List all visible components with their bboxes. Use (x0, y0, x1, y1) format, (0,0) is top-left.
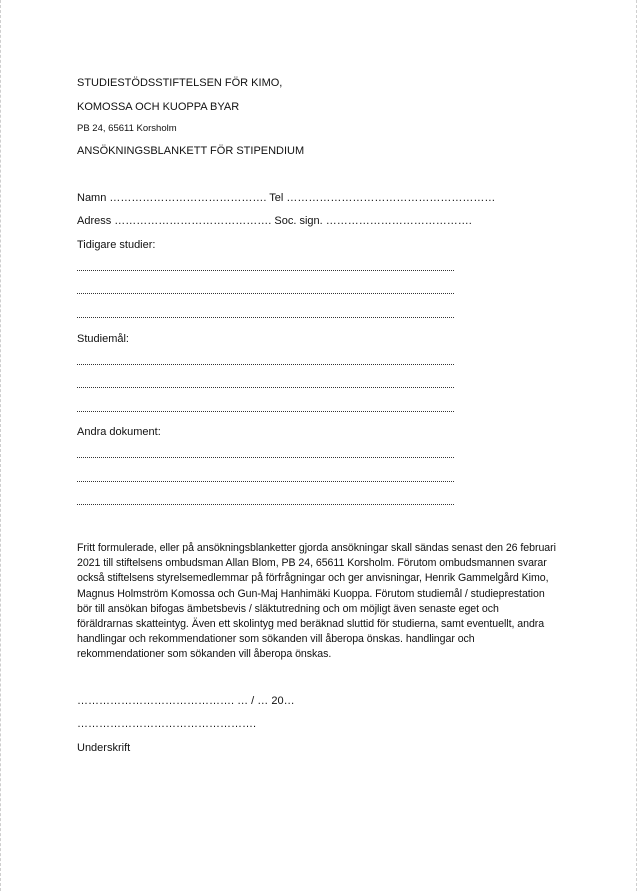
instructions-paragraph: Fritt formulerade, eller på ansökningsblanketter gjorda ansökningar skall sändas senast den 26 februari 2021 till stiftelsens ombudsman Allan Blom, PB 24, 65611 Korsholm. Förutom ombudsmannen svarar också stiftelsens styrelsemedlemmar på förfrågningar och ger anvisningar, Henrik Gammelgård Kimo, Magnus Holmström Komossa och Gun-Maj Hanhimäki Kuoppa. Förutom studiemål / studieprestation bör till ansökan bifogas ämbetsbevis / släktutredning och om möjligt även senaste eget och föräldrarnas skatteintyg. Även ett skolintyg med beräknad sluttid för studierna, samt eventuellt, andra handlingar och rekommendationer som sökanden vill åberopa önskas. handlingar och rekommendationer som sökanden vill åberopa önskas. (77, 542, 556, 661)
signature-label: Underskrift (77, 742, 131, 754)
org-name-line1: STUDIESTÖDSSTIFTELSEN FÖR KIMO, (77, 77, 283, 89)
org-name-line2: KOMOSSA OCH KUOPPA BYAR (77, 101, 240, 113)
signature-line: …………………………………………. (77, 718, 257, 730)
other-documents-line (77, 481, 454, 482)
previous-studies-line (77, 293, 454, 294)
previous-studies-label: Tidigare studier: (77, 239, 156, 251)
study-goal-line (77, 387, 454, 388)
previous-studies-line (77, 270, 454, 271)
date-line: ……………………………………. … / … 20… (77, 695, 295, 707)
other-documents-line (77, 457, 454, 458)
study-goal-label: Studiemål: (77, 333, 129, 345)
org-address: PB 24, 65611 Korsholm (77, 123, 177, 134)
previous-studies-line (77, 317, 454, 318)
name-tel-field: Namn ……………………………………. Tel ………………………………………………… (77, 192, 496, 204)
other-documents-line (77, 504, 454, 505)
study-goal-line (77, 364, 454, 365)
other-documents-label: Andra dokument: (77, 426, 161, 438)
address-socsign-field: Adress ……………………………………. Soc. sign. …………………………………. (77, 215, 472, 227)
study-goal-line (77, 411, 454, 412)
form-title: ANSÖKNINGSBLANKETT FÖR STIPENDIUM (77, 145, 305, 157)
